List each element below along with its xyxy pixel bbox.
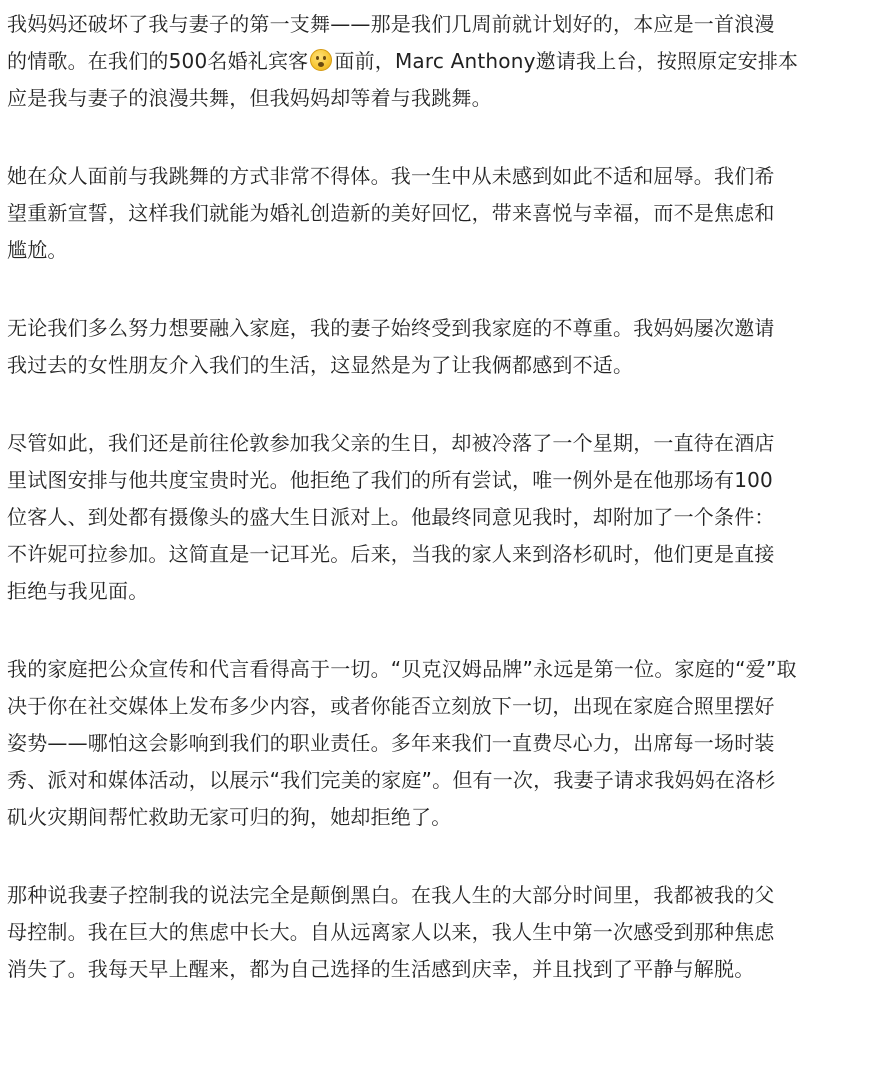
text-line: 姿势——哪怕这会影响到我们的职业责任。多年来我们一直费尽心力，出席每一场时装 — [7, 731, 775, 755]
text-line: 不许妮可拉参加。这简直是一记耳光。后来，当我的家人来到洛杉矶时，他们更是直接 — [7, 542, 775, 566]
text-line: 我妈妈还破坏了我与妻子的第一支舞——那是我们几周前就计划好的，本应是一首浪漫 — [7, 12, 775, 36]
text-line: 望重新宣誓，这样我们就能为婚礼创造新的美好回忆，带来喜悦与幸福，而不是焦虑和 — [7, 201, 775, 225]
text-line: 尴尬。 — [7, 238, 68, 262]
text-line — [7, 43, 885, 80]
paragraph-5 — [7, 651, 885, 836]
text-line: 无论我们多么努力想要融入家庭，我的妻子始终受到我家庭的不尊重。我妈妈屡次邀请 — [7, 316, 775, 340]
text-line: 我的家庭把公众宣传和代言看得高于一切。“贝克汉姆品牌”永远是第一位。家庭的“爱”取 — [7, 657, 797, 681]
text-line: 决于你在社交媒体上发布多少内容，或者你能否立刻放下一切，出现在家庭合照里摆好 — [7, 694, 775, 718]
text-line: 应是我与妻子的浪漫共舞，但我妈妈却等着与我跳舞。 — [7, 86, 492, 110]
text-line: 消失了。我每天早上醒来，都为自己选择的生活感到庆幸，并且找到了平静与解脱。 — [7, 957, 755, 981]
text-line: 里试图安排与他共度宝贵时光。他拒绝了我们的所有尝试，唯一例外是在他那场有100 — [7, 468, 773, 492]
text-line: 秀、派对和媒体活动，以展示“我们完美的家庭”。但有一次，我妻子请求我妈妈在洛杉 — [7, 768, 776, 792]
text-line: 位客人、到处都有摄像头的盛大生日派对上。他最终同意见我时，却附加了一个条件： — [7, 505, 775, 529]
paragraph-1 — [7, 6, 885, 117]
text-line: 矶火灾期间帮忙救助无家可归的狗，她却拒绝了。 — [7, 805, 452, 829]
text-segment: 面前，Marc Anthony邀请我上台，按照原定安排本 — [334, 49, 799, 73]
paragraph-4 — [7, 425, 885, 610]
paragraph-3 — [7, 310, 885, 384]
text-line: 那种说我妻子控制我的说法完全是颠倒黑白。在我人生的大部分时间里，我都被我的父 — [7, 883, 775, 907]
text-segment: 的情歌。在我们的500名婚礼宾客 — [7, 49, 309, 73]
text-line: 尽管如此，我们还是前往伦敦参加我父亲的生日，却被冷落了一个星期，一直待在酒店 — [7, 431, 775, 455]
paragraph-2 — [7, 158, 885, 269]
text-line: 母控制。我在巨大的焦虑中长大。自从远离家人以来，我人生中第一次感受到那种焦虑 — [7, 920, 775, 944]
text-line: 拒绝与我见面。 — [7, 579, 149, 603]
paragraph-6 — [7, 877, 885, 988]
hushed-face-emoji-icon — [310, 49, 332, 71]
text-line: 我过去的女性朋友介入我们的生活，这显然是为了让我俩都感到不适。 — [7, 353, 634, 377]
text-line: 她在众人面前与我跳舞的方式非常不得体。我一生中从未感到如此不适和屈辱。我们希 — [7, 164, 775, 188]
